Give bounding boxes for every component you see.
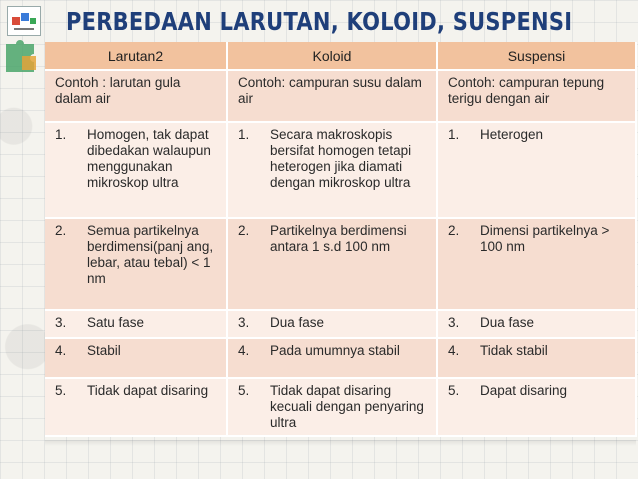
cell-text: Secara makroskopis bersifat homogen tetapi heterogen jika diamati dengan mikroskop ultra — [270, 127, 412, 190]
table-cell — [45, 310, 227, 338]
table-cell — [437, 70, 636, 122]
cell-text: Tidak dapat disaring — [87, 383, 209, 398]
item-number: 4. — [55, 343, 67, 358]
table-row — [45, 338, 636, 378]
table-cell — [227, 338, 437, 378]
logo-icon — [7, 6, 41, 36]
item-number: 4. — [238, 343, 250, 358]
cell-text: Dapat disaring — [480, 383, 568, 398]
item-number: 5. — [448, 383, 460, 398]
table-cell — [437, 218, 636, 310]
cell-text: Homogen, tak dapat dibedakan walaupun menggunakan mikroskop ultra — [87, 127, 211, 190]
column-header-suspensi: Suspensi — [437, 42, 636, 70]
comparison-table-container — [45, 42, 636, 440]
page-title: PERBEDAAN LARUTAN, KOLOID, SUSPENSI — [66, 7, 573, 36]
table-cell — [45, 338, 227, 378]
item-number: 1. — [55, 127, 67, 142]
table-row — [45, 310, 636, 338]
table-header-row — [45, 42, 636, 70]
cell-text: Dimensi partikelnya > 100 nm — [480, 223, 610, 254]
table-cell — [227, 378, 437, 436]
table-cell — [227, 310, 437, 338]
table-cell — [437, 378, 636, 436]
cell-text: Tidak stabil — [480, 343, 548, 358]
table-cell — [227, 218, 437, 310]
cell-text: Contoh : larutan gula dalam air — [55, 75, 181, 106]
item-number: 2. — [448, 223, 460, 238]
column-header-koloid: Koloid — [227, 42, 437, 70]
table-row — [45, 378, 636, 436]
table-cell — [227, 70, 437, 122]
cell-text: Pada umumnya stabil — [270, 343, 400, 358]
cell-text: Dua fase — [480, 315, 535, 330]
cell-text: Semua partikelnya berdimensi(panj ang, lebar, atau tebal) < 1 nm — [87, 223, 214, 286]
comparison-table — [45, 42, 637, 437]
table-cell — [227, 122, 437, 218]
item-number: 5. — [238, 383, 250, 398]
table-cell — [45, 378, 227, 436]
table-cell — [437, 310, 636, 338]
table-cell — [45, 122, 227, 218]
cell-text: Contoh: campuran tepung terigu dengan air — [448, 75, 605, 106]
column-header-larutan: Larutan2 — [45, 42, 227, 70]
item-number: 4. — [448, 343, 460, 358]
cell-text: Contoh: campuran susu dalam air — [238, 75, 422, 106]
table-row — [45, 70, 636, 122]
table-row — [45, 122, 636, 218]
cell-text: Tidak dapat disaring kecuali dengan penyaring ultra — [270, 383, 424, 430]
cell-text: Partikelnya berdimensi antara 1 s.d 100 nm — [270, 223, 407, 254]
cell-text: Satu fase — [87, 315, 145, 330]
table-cell — [45, 70, 227, 122]
table-shadow — [45, 440, 636, 446]
puzzle-icon — [2, 36, 44, 78]
table-cell — [45, 218, 227, 310]
table-cell — [437, 338, 636, 378]
table-row — [45, 218, 636, 310]
item-number: 2. — [55, 223, 67, 238]
item-number: 3. — [55, 315, 67, 330]
cell-text: Heterogen — [480, 127, 544, 142]
item-number: 5. — [55, 383, 67, 398]
table-cell — [437, 122, 636, 218]
cell-text: Stabil — [87, 343, 121, 358]
item-number: 1. — [238, 127, 250, 142]
item-number: 2. — [238, 223, 250, 238]
item-number: 1. — [448, 127, 460, 142]
item-number: 3. — [448, 315, 460, 330]
background-decoration — [0, 38, 46, 479]
cell-text: Dua fase — [270, 315, 325, 330]
item-number: 3. — [238, 315, 250, 330]
